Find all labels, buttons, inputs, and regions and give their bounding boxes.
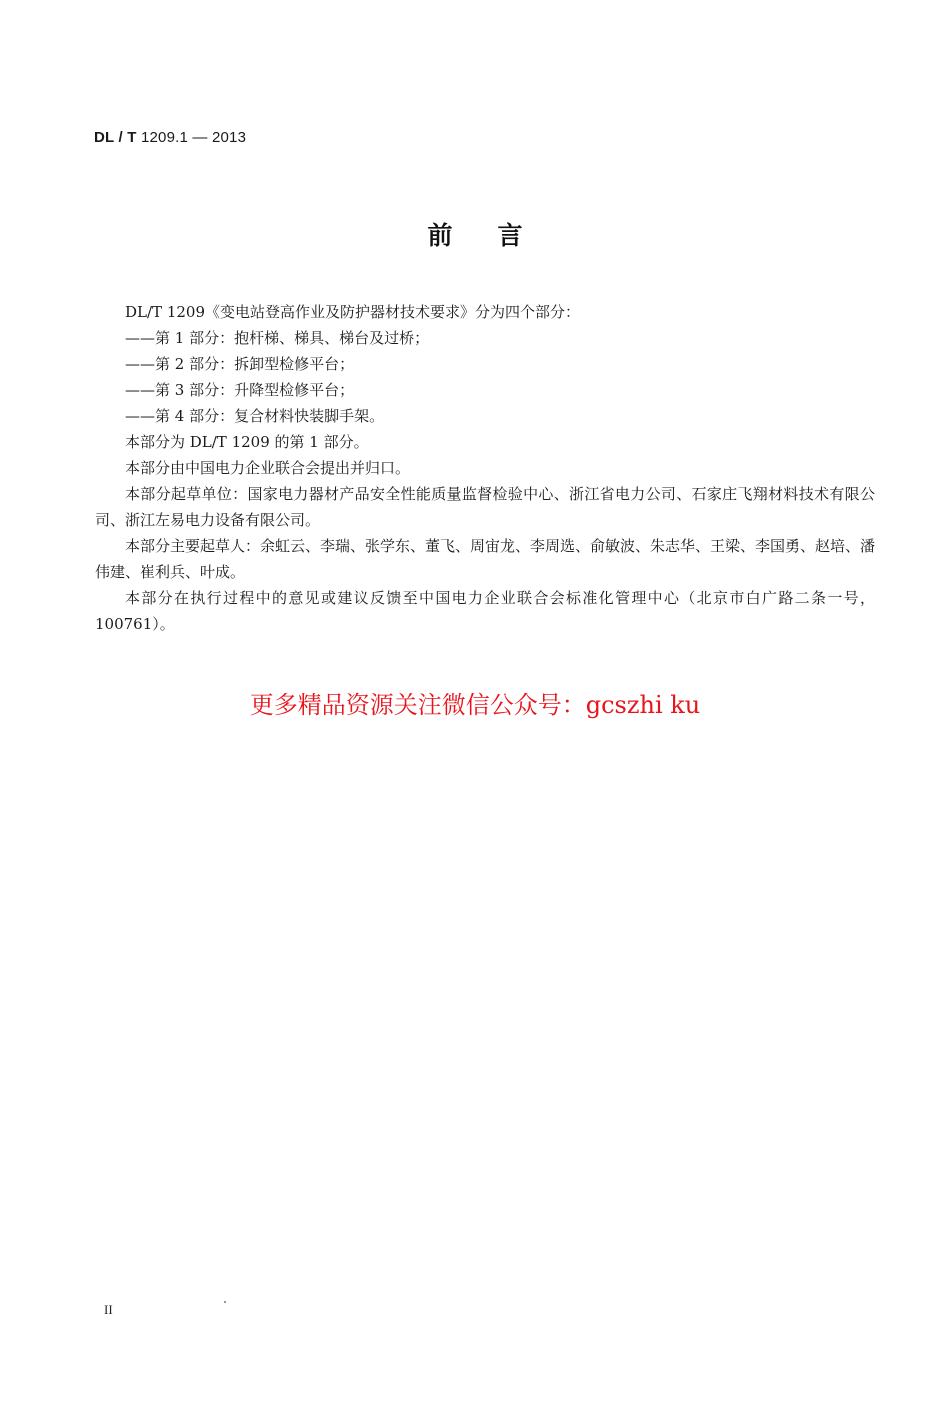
feedback-paragraph: 本部分在执行过程中的意见或建议反馈至中国电力企业联合会标准化管理中心（北京市白广路二条一号，100761）。 [95,589,875,633]
document-code-number: 1209.1 — 2013 [136,129,247,146]
part-list-item: ——第 2 部分：拆卸型检修平台； [125,355,355,373]
document-code [94,129,246,146]
part-list-item: ——第 1 部分：抱杆梯、梯具、梯台及过桥； [125,329,430,347]
promo-watermark-text: 更多精品资源关注微信公众号：gcszhi ku [249,691,701,719]
document-code-prefix: DL / T [94,129,137,146]
part-list-item: ——第 4 部分：复合材料快装脚手架。 [125,407,385,425]
foreword-body [95,299,875,637]
section-title: 前言 [427,221,568,250]
scan-speck [224,1301,226,1303]
drafters-paragraph: 本部分主要起草人：余虹云、李瑞、张学东、董飞、周宙龙、李周选、俞敏波、朱志华、王梁、李国勇、赵培、潘伟建、崔利兵、叶成。 [95,537,876,581]
proposer-paragraph: 本部分由中国电力企业联合会提出并归口。 [125,459,411,477]
intro-paragraph: DL/T 1209《变电站登高作业及防护器材技术要求》分为四个部分： [125,303,580,321]
scope-paragraph: 本部分为 DL/T 1209 的第 1 部分。 [125,433,369,451]
page-number: II [104,1302,113,1317]
part-list-item: ——第 3 部分：升降型检修平台； [125,381,355,399]
drafting-units-paragraph: 本部分起草单位：国家电力器材产品安全性能质量监督检验中心、浙江省电力公司、石家庄飞翔材料技术有限公司、浙江左易电力设备有限公司。 [95,485,875,529]
